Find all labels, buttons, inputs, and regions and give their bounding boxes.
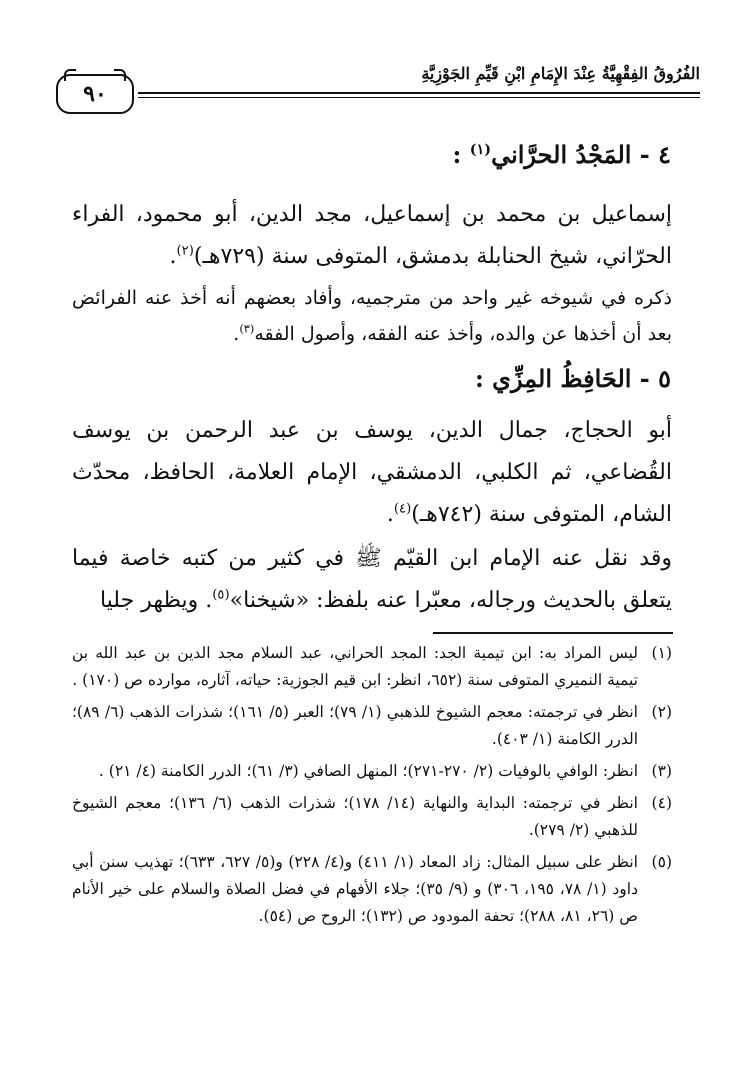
footnote-mark: (٤) <box>651 794 672 812</box>
page-number-badge <box>56 74 134 114</box>
footnote-item <box>72 699 672 753</box>
footnotes <box>72 640 672 935</box>
section-heading-5 <box>475 364 671 393</box>
footnote-text: انظر: الوافي بالوفيات (٢/ ٢٧٠-٢٧١)؛ المنهل الصافي (٣/ ٦١)؛ الدرر الكامنة (٤/ ٢١) . <box>98 762 638 780</box>
header-rule-thin <box>138 97 700 98</box>
footnote-item <box>72 758 672 785</box>
footnote-separator <box>433 632 673 634</box>
footnote-ref: (١) <box>469 141 492 158</box>
paragraph-bio-majd: إسماعيل بن محمد بن إسماعيل، مجد الدين، أبو محمود، الفراء الحرّاني، شيخ الحنابلة بدمشق، المتوفى سنة (٧٢٩هـ)$^{(٢)}$. <box>72 202 672 269</box>
footnote-mark: (٥) <box>651 853 672 871</box>
running-header <box>40 62 700 120</box>
footnote-mark: (١) <box>651 644 672 662</box>
footnote-mark: (٣) <box>651 762 672 780</box>
footnote-ref: (٥) <box>212 587 230 603</box>
footnote-text: ليس المراد به: ابن تيمية الجد: المجد الحراني، عبد السلام مجد الدين بن عبد الله بن تيمية النميري المتوفى سنة (٦٥٢، انظر: ابن قيم الجوزية: حياته، آثاره، موارده ص (١٧٠) . <box>72 644 638 689</box>
footnote-text: انظر على سبيل المثال: زاد المعاد (١/ ٤١١) و(٤/ ٢٢٨) و(٥/ ٦٢٧، ٦٣٣)؛ تهذيب سنن أبي داود (١/ ٧٨، ١٩٥، ٣٠٦) و (٩/ ٣٥)؛ جلاء الأفهام في فضل الصلاة والسلام على خير الأنام ص (٢٦، ٨١، ٢٨٨)؛ تحفة المودود ص (١٣٢)؛ الروح ص (٥٤). <box>72 853 638 925</box>
paragraph-bio-mizzi: أبو الحجاج، جمال الدين، يوسف بن عبد الرحمن بن يوسف القُضاعي، ثم الكلبي، الدمشقي، الإمام العلامة، الحافظ، محدّث الشام، المتوفى سنة (٧٤٢هـ)$^{(٤)}$. <box>72 418 672 527</box>
paragraph-majd-notes: ذكره في شيوخه غير واحد من مترجميه، وأفاد بعضهم أنه أخذ عنه الفرائض بعد أن أخذها عن والده، وأخذ عنه الفقه، وأصول الفقه$^{(٣)}$. <box>72 287 672 345</box>
footnote-item <box>72 640 672 694</box>
section-heading-4 <box>452 140 671 169</box>
paragraph-mizzi-notes: وقد نقل عنه الإمام ابن القيّم ﷺ في كثير من كتبه خاصة فيما يتعلق بالحديث ورجاله، معبّرا عنه بلفظ: «شيخنا»$^{(٥)}$. ويظهر جليا <box>72 546 672 613</box>
heading-text: ٤ - المَجْدُ الحرَّاني <box>491 140 671 169</box>
header-rule <box>138 92 700 94</box>
heading-text: ٥ - الحَافِظُ المِزِّي <box>492 364 671 393</box>
footnote-mark: (٢) <box>651 703 672 721</box>
footnote-text: انظر في ترجمته: معجم الشيوخ للذهبي (١/ ٧٩)؛ العبر (٥/ ١٦١)؛ شذرات الذهب (٦/ ٨٩)؛ الدرر الكامنة (١/ ٤٠٣). <box>72 703 638 748</box>
footnote-ref: (٤) <box>393 501 412 517</box>
page-number: ٩٠ <box>83 81 107 107</box>
footnote-ref: (٢) <box>176 243 194 259</box>
heading-colon: : <box>474 364 484 393</box>
footnote-item <box>72 790 672 844</box>
footnote-item <box>72 849 672 930</box>
footnote-text: انظر في ترجمته: البداية والنهاية (١٤/ ١٧٨)؛ شذرات الذهب (٦/ ١٣٦)؛ معجم الشيوخ للذهبي (٢/ ٢٧٩). <box>72 794 638 839</box>
heading-colon: : <box>452 140 462 169</box>
footnote-ref: (٣) <box>239 321 255 336</box>
book-title: الفُرُوقُ الفِقْهِيَّةُ عِنْدَ الإِمَامِ ابْنِ قَيِّمِ الجَوْزِيَّةِ <box>421 64 700 83</box>
